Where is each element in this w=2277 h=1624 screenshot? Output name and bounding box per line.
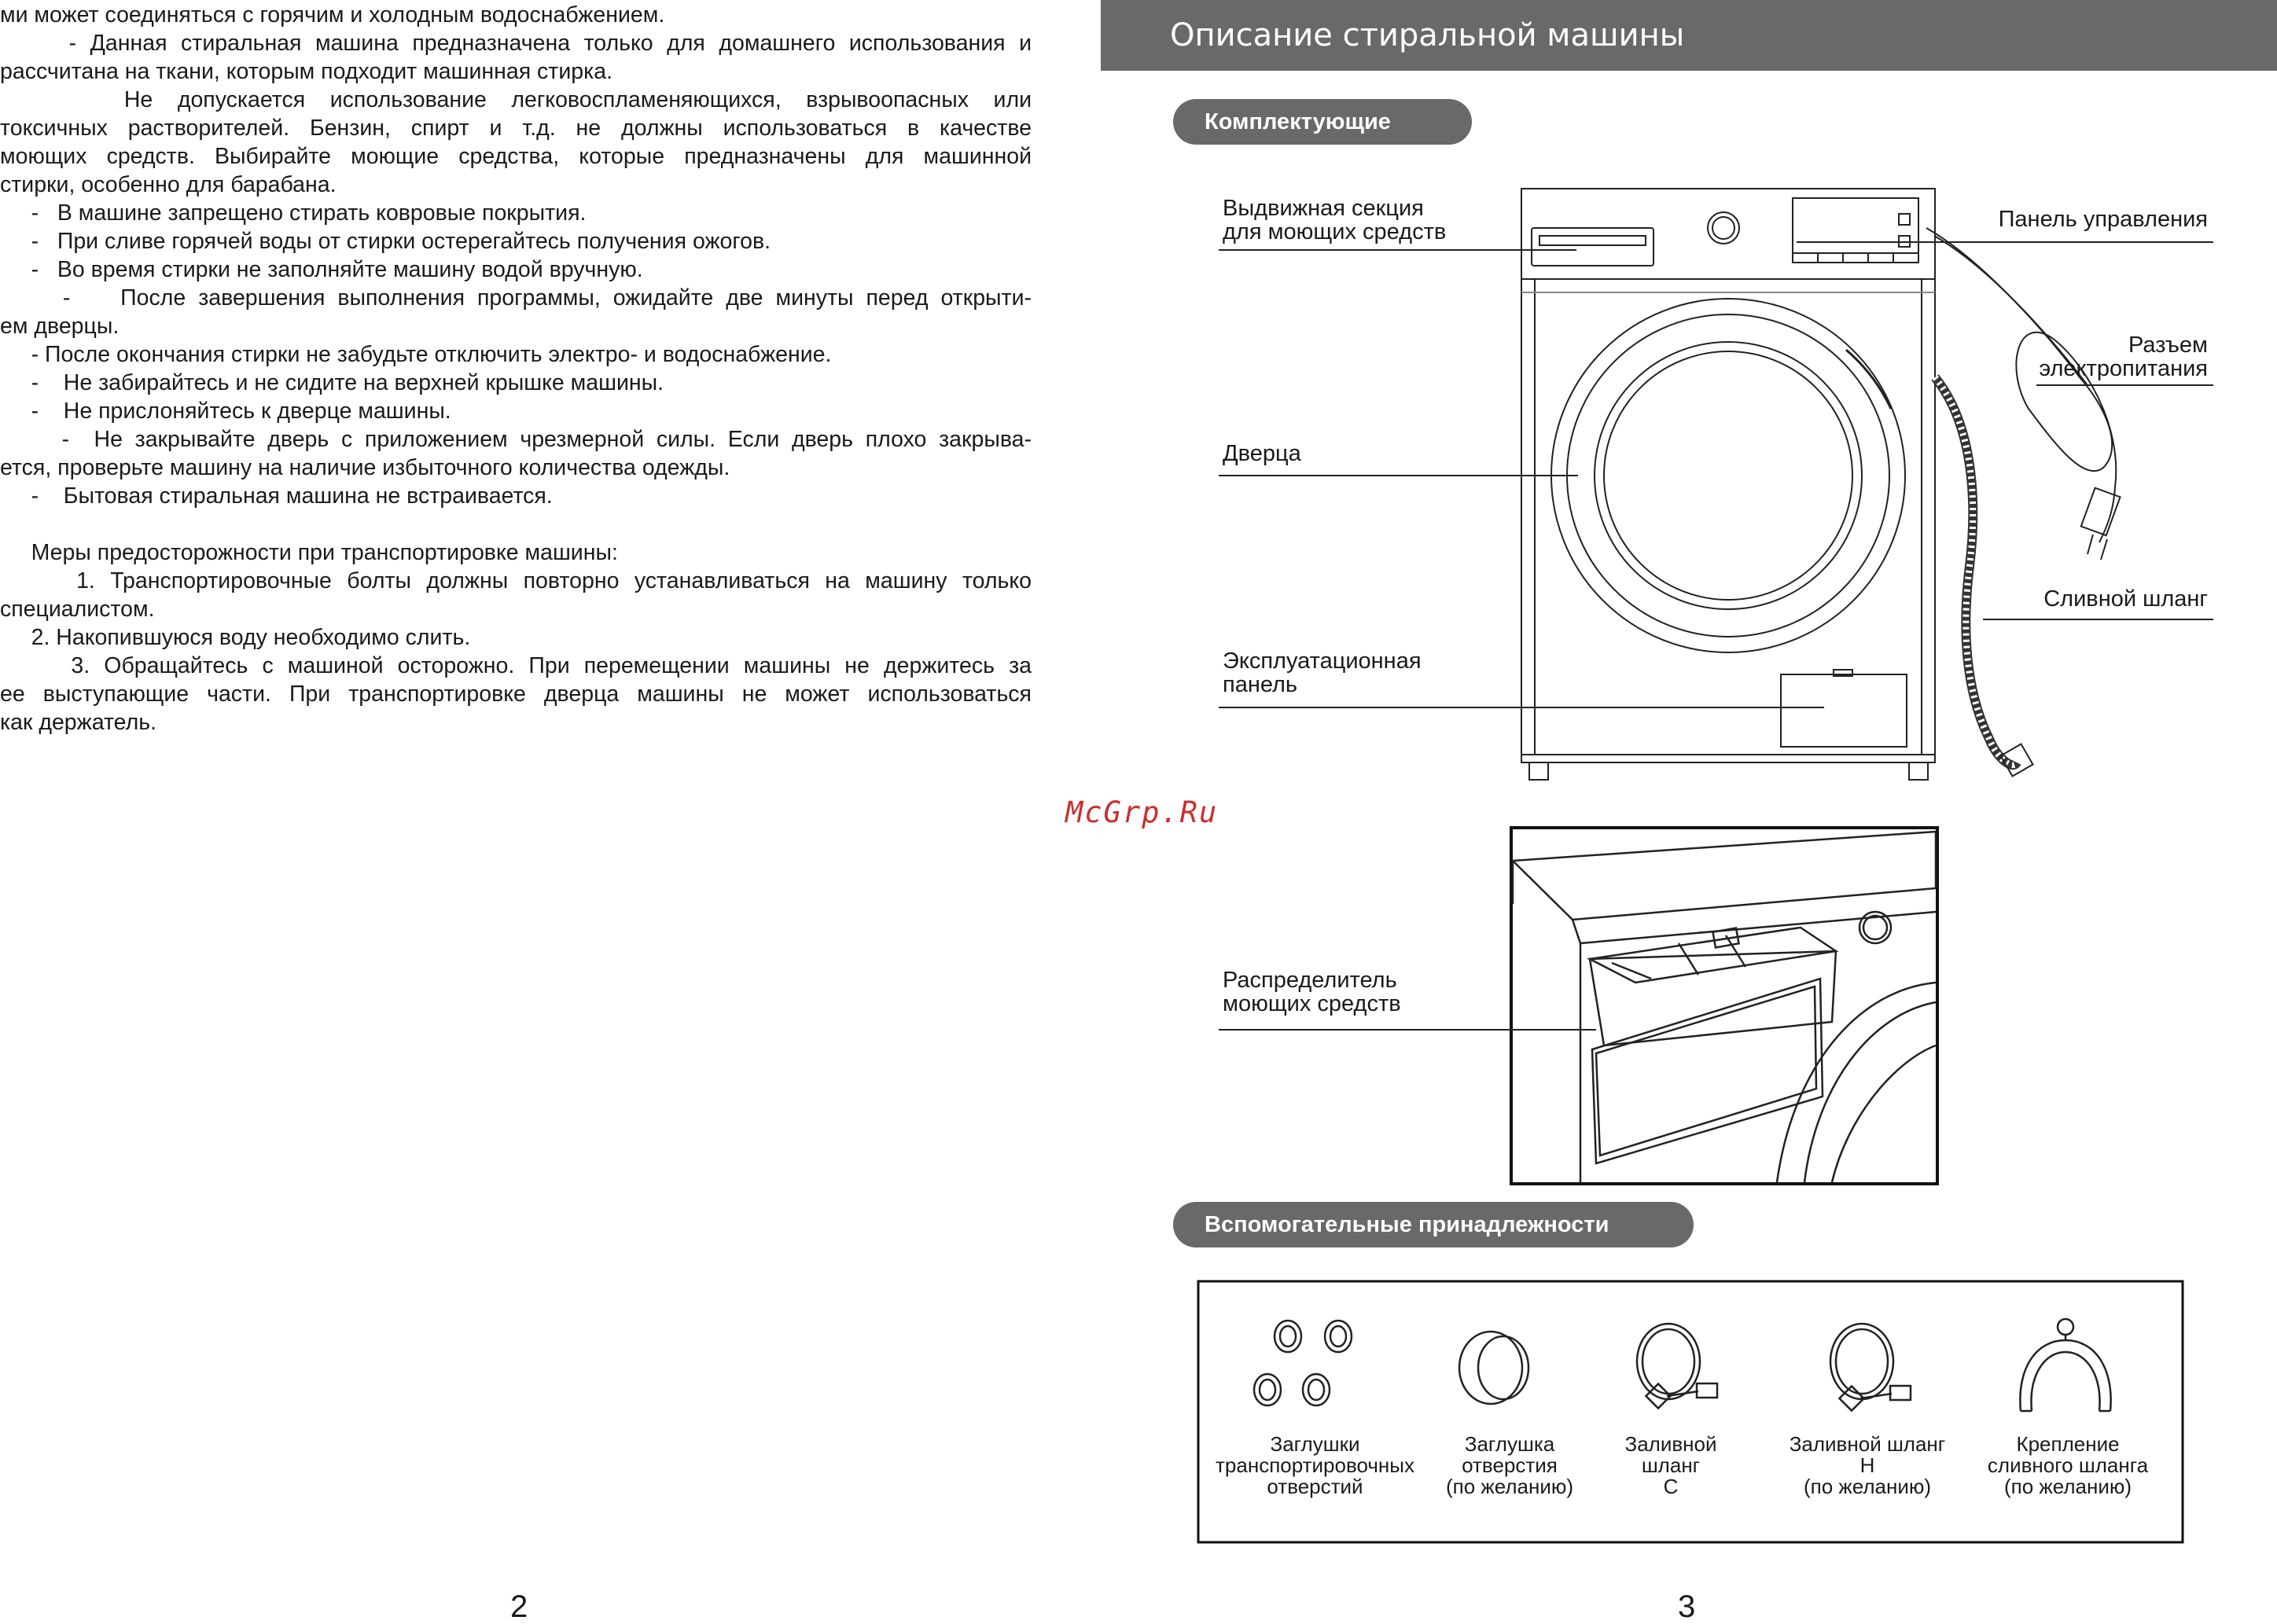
text-line: - После завершения выполнения программы, ожидайте две минуты перед открыти- xyxy=(0,285,1032,310)
text-line: 3. Обращайтесь с машиной осторожно. При перемещении машины не держитесь за xyxy=(0,653,1032,678)
page-number: 3 xyxy=(1678,1589,1696,1624)
section-header-label: Комплектующие xyxy=(1205,109,1391,134)
text-line: ем дверцы. xyxy=(0,314,120,339)
text-line: моющих средств. Выбирайте моющие средства, которые предназначены для машинной xyxy=(0,144,1032,169)
text-line: - В машине запрещено стирать ковровые покрытия. xyxy=(0,200,587,226)
text-line: токсичных растворителей. Бензин, спирт и т.д. не должны использоваться в качестве xyxy=(0,116,1032,141)
accessory-caption: Крепление сливного шланга (по желанию) xyxy=(1987,1432,2149,1498)
label-drain-hose: Сливной шланг xyxy=(2043,586,2208,612)
transport-plugs-icon xyxy=(1254,1321,1352,1405)
drain-hose-holder-icon xyxy=(2020,1319,2110,1411)
text-line: Не допускается использование легковоспламеняющихся, взрывоопасных или xyxy=(0,87,1032,112)
label-drawer: Выдвижная секция для моющих средств xyxy=(1223,196,1447,244)
right-page xyxy=(1065,0,2277,1624)
text-line: - Бытовая стиральная машина не встраивается. xyxy=(0,483,553,509)
label-dispenser: Распределитель моющих средств xyxy=(1223,968,1401,1016)
text-line: стирки, особенно для барабана. xyxy=(0,172,337,197)
text-line: - Не закрывайте дверь с приложением чрезмерной силы. Если дверь плохо закрыва- xyxy=(0,427,1032,452)
label-power-connector: Разъем электропитания xyxy=(2039,333,2208,381)
accessory-caption: Заглушки транспортировочных отверстий xyxy=(1216,1432,1414,1498)
text-line: 2. Накопившуюся воду необходимо слить. xyxy=(0,625,471,650)
text-line: ми может соединяться с горячим и холодным водоснабжением. xyxy=(0,2,665,28)
watermark: McGrp.Ru xyxy=(1065,795,1219,829)
page-number: 2 xyxy=(510,1589,528,1624)
accessory-caption: Заливной шланг H (по желанию) xyxy=(1789,1432,1946,1498)
text-line: рассчитана на ткани, которым подходит машинная стирка. xyxy=(0,59,612,84)
label-service-panel: Эксплуатационная панель xyxy=(1223,648,1422,697)
text-line: 1. Транспортировочные болты должны повторно устанавливаться на машину только xyxy=(0,568,1032,593)
page-title: Описание стиральной машины xyxy=(1170,17,1685,53)
text-line: - Во время стирки не заполняйте машину водой вручную. xyxy=(0,257,643,282)
text-line: - Не забирайтесь и не сидите на верхней крышке машины. xyxy=(0,370,664,395)
text-line: Меры предосторожности при транспортировке машины: xyxy=(0,540,618,565)
label-door: Дверца xyxy=(1223,441,1301,466)
text-line: - При сливе горячей воды от стирки остерегайтесь получения ожогов. xyxy=(0,229,771,254)
text-line: ется, проверьте машину на наличие избыточного количества одежды. xyxy=(0,455,730,480)
inlet-hose-c-icon xyxy=(1637,1324,1717,1409)
hole-plug-icon xyxy=(1459,1332,1528,1404)
inlet-hose-h-icon xyxy=(1830,1324,1911,1411)
text-line: - После окончания стирки не забудьте отключить электро- и водоснабжение. xyxy=(0,342,832,367)
text-line: ее выступающие части. При транспортировке дверца машины не может использоваться xyxy=(0,682,1032,707)
accessory-caption: Заливной шланг C xyxy=(1624,1432,1717,1498)
left-page xyxy=(0,0,1032,1624)
text-line: как держатель. xyxy=(0,710,156,735)
text-line: специалистом. xyxy=(0,597,155,622)
accessory-caption: Заглушка отверстия (по желанию) xyxy=(1445,1432,1574,1498)
label-control-panel: Панель управления xyxy=(1998,207,2208,232)
accessories-box xyxy=(1101,0,2277,1549)
text-line: - Данная стиральная машина предназначена только для домашнего использования и xyxy=(0,31,1032,56)
text-line: - Не прислоняйтесь к дверце машины. xyxy=(0,399,451,424)
section-header-label: Вспомогательные принадлежности xyxy=(1205,1212,1609,1237)
